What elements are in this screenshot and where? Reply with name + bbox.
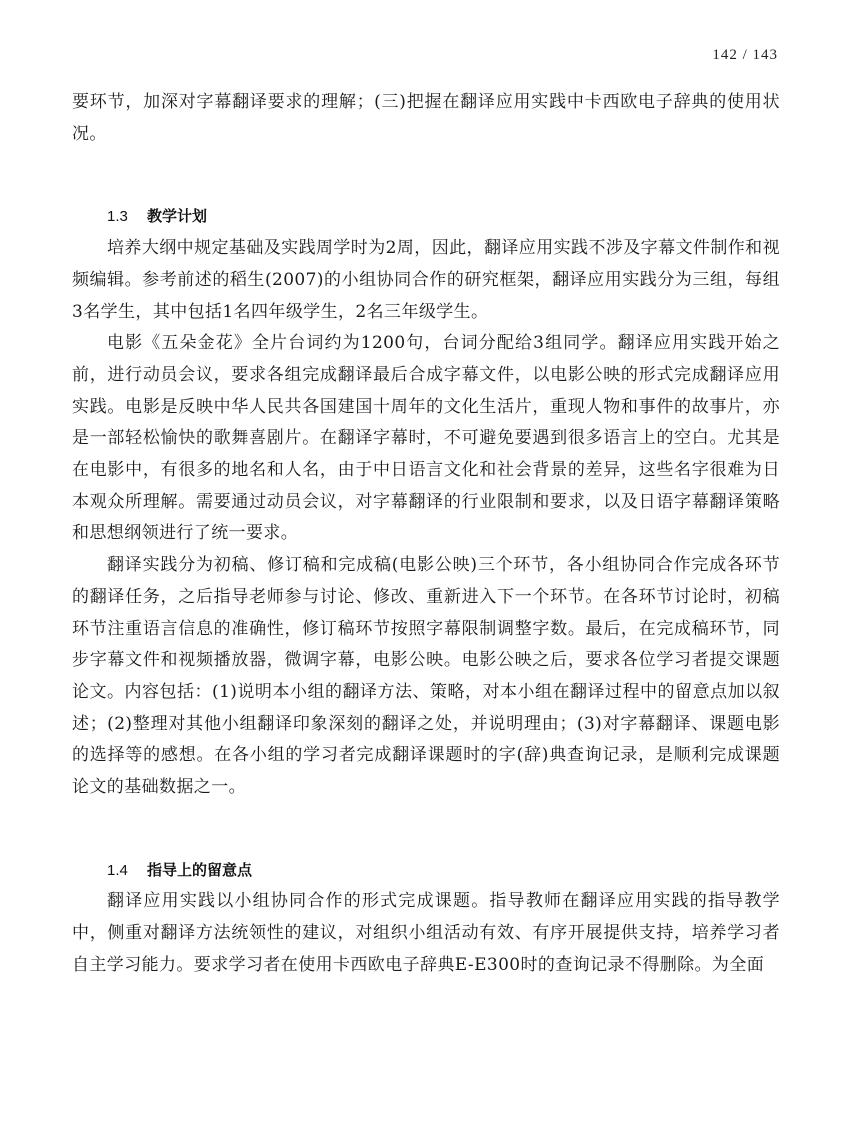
page-number: 142 / 143 (712, 47, 778, 63)
paragraph-continued: 要环节，加深对字幕翻译要求的理解；(三)把握在翻译应用实践中卡西欧电子辞典的使用状况。 (72, 92, 780, 144)
paragraph: 电影《五朵金花》全片台词约为1200句，台词分配给3组同学。翻译应用实践开始之前，进行动员会议，要求各组完成翻译最后合成字幕文件，以电影公映的形式完成翻译应用实践。电影是反映中华人民共各国建国十周年的文化生活片，重现人物和事件的故事片，亦是一部轻松愉快的歌舞喜剧片。在翻译字幕时，不可避免要遇到很多语言上的空白。尤其是在电影中，有很多的地名和人名，由于中日语言文化和社会背景的差异，这些名字很难为日本观众所理解。需要通过动员会议，对字幕翻译的行业限制和要求，以及日语字幕翻译策略和思想纲领进行了统一要求。 (72, 333, 780, 544)
paragraph: 翻译应用实践以小组协同合作的形式完成课题。指导教师在翻译应用实践的指导教学中，侧重对翻译方法统领性的建议，对组织小组活动有效、有序开展提供支持，培养学习者自主学习能力。要求学习者在使用卡西欧电子辞典E-E300时的查询记录不得删除。为全面 (72, 891, 780, 975)
section-number: 1.3 (107, 208, 128, 226)
document-body (72, 87, 780, 982)
section-title: 指导上的留意点 (147, 861, 253, 879)
section-gap (72, 150, 780, 201)
section-heading-1-3 (72, 201, 780, 233)
section-heading-1-4 (72, 855, 780, 887)
paragraph: 翻译实践分为初稿、修订稿和完成稿(电影公映)三个环节，各小组协同合作完成各环节的翻译任务，之后指导老师参与讨论、修改、重新进入下一个环节。在各环节讨论时，初稿环节注重语言信息的准确性，修订稿环节按照字幕限制调整字数。最后，在完成稿环节，同步字幕文件和视频播放器，微调字幕，电影公映。电影公映之后，要求各位学习者提交课题论文。内容包括：(1)说明本小组的翻译方法、策略，对本小组在翻译过程中的留意点加以叙述；(2)整理对其他小组翻译印象深刻的翻译之处，并说明理由；(3)对字幕翻译、课题电影的选择等的感想。在各小组的学习者完成翻译课题时的字(辞)典查询记录，是顺利完成课题论文的基础数据之一。 (72, 555, 780, 798)
paragraph: 培养大纲中规定基础及实践周学时为2周，因此，翻译应用实践不涉及字幕文件制作和视频编辑。参考前述的稻生(2007)的小组协同合作的研究框架，翻译应用实践分为三组，每组3名学生，其中包括1名四年级学生，2名三年级学生。 (72, 238, 780, 322)
section-title: 教学计划 (147, 208, 208, 226)
section-number: 1.4 (107, 861, 128, 879)
section-gap (72, 804, 780, 855)
